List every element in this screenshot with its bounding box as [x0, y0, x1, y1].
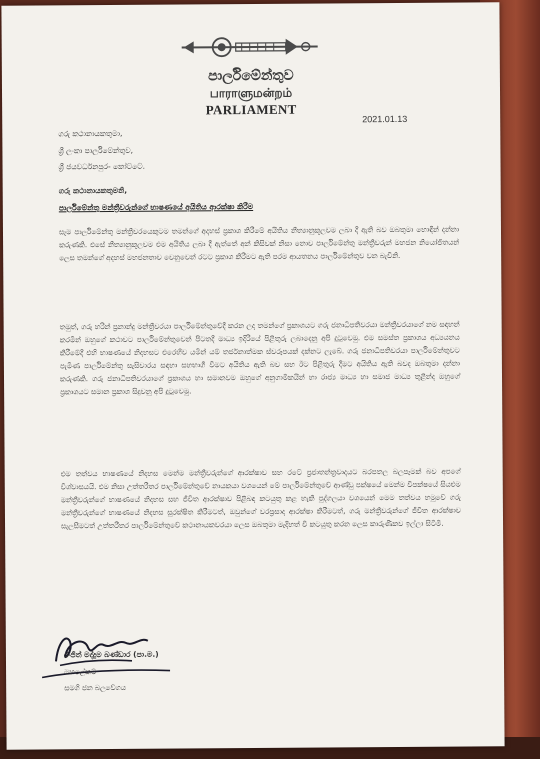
letterhead-title-sinhala: පාර්ලිමේන්තුව: [208, 67, 294, 85]
body-paragraph: එම තත්වය භාෂණයේ නිදහස මෙන්ම මන්ත්‍රීවරුන්ගේ ආරක්ෂාව සහ රටේ ප්‍රජාතන්ත්‍රවාදයට බරපතල බලපෑමක් බව අපගේ විශ්වාසයයි. එම නිසා උත්තරීතර පාර්ලිමේන්තුවේ නායකයා වශයෙන් මේ පාර්ලිමේන්තුවේ ආණ්ඩු පක්ෂයේ මෙන්ම විපක්ෂයේ සියළුම මන්ත්‍රීවරුන්ගේ භාෂණයේ නිදහස සහ ජීවිත ආරක්ෂාව පිළිබඳ කටයුතු කළ හැකි පුද්ගලයා වශයෙන් මෙම තත්වය හමුවේ ගරු මන්ත්‍රීවරුන්ගේ භාෂණයේ නිදහස සුරක්ෂිත කිරීමටත්, ඔවුන්ගේ වරප්‍රසාද ආරක්ෂා කිරීමටත්, ගරු මන්ත්‍රීවරුන්ගේ ජීවිත ආරක්ෂාව සැලසීමටත් උත්තරීතර පාර්ලිමේන්තුවේ කථානායකවරයා ලෙස ඔබතුමා මැදිහත් වී කටයුතු කරන ලෙස කාරුණිකව ඉල්ලා සිටිමි.: [60, 466, 461, 531]
signatory-party: සමගි ජන බලවේගය: [64, 682, 126, 693]
parliament-mace-emblem-icon: [180, 34, 320, 61]
addressee-line: ශ්‍රී ලංකා පාර්ලිමේන්තුව,: [58, 145, 134, 156]
letter-page: [1, 2, 504, 749]
letter-date: 2021.01.13: [362, 113, 408, 125]
addressee-line: ශ්‍රී ජයවර්ධනපුර- කෝට්ටේ.: [58, 161, 146, 172]
letterhead-title-tamil: பாராளுமன்றம்: [209, 85, 293, 101]
signatory-name: රංජිත් මද්දුම බණ්ඩාර (පා.ම.): [63, 649, 159, 660]
letterhead-title-english: PARLIAMENT: [205, 101, 297, 118]
addressee-line: ගරු කථානායකතුමා,: [58, 128, 123, 139]
body-paragraph: සෑම පාර්ලිමේන්තු මන්ත්‍රීවරයෙකුටම තමන්ගේ අදහස් ප්‍රකාශ කිරීමේ අයිතිය නීත්‍යානුකූලවම ලබා දී ඇති බව ඔබතුමා හොඳින් දන්නා කරුණකි. එසේ නීත්‍යානුකූලවම එම අයිතිය ලබා දී ඇත්තේ අන් කිසිවක් නිසා නොව පාර්ලිමේන්තු මන්ත්‍රීවරුන් මහජන නියෝජිතයන් ලෙස තමන්ගේ අදහස් මහජනතාව වෙනුවෙන් රටට ප්‍රකාශ කිරීමට ඇති පරම ආයතනය පාර්ලිමේන්තුව වන බැවිනි.: [58, 224, 460, 263]
salutation: ගරු කථානායකතුමනි,: [58, 185, 128, 196]
body-paragraph: තමුත්, ගරු හරින් ප්‍රනාන්දු මන්ත්‍රීවරයා පාර්ලිමේන්තුවේදී කරන ලද තමන්ගේ ප්‍රකාශයට ගරු ජනාධිපතිවරයා මන්ත්‍රීවරයාගේ නම සඳහන් කරමින් ඔහුගේ කථාවට පාර්ලිමේන්තුවෙන් පිටතදී මාධ්‍ය ඉදිරියේ පිළිතුරු ලබාදෙනු අපි දුටුවෙමු. එම සමස්ත ප්‍රකාශය අධ්‍යයනය කිරීමේදී එහි භාෂණයේ නිදහසට එරෙහිව යමින් යම් තර්ජනාත්මක ස්වරූපයක් දක්නට ලැබේ. ගරු ජනාධිපතිවරයා පාර්ලිමේන්තුවට පැමිණ පාර්ලිමේන්තු සැසිවාරය සඳහා සහභාගී වීමට අයිතිය ඇති බව සහ ඊට පිළිතුරු දීමට අයිතිය ඇති බවද ඔබතුමා දන්නා කරුණකි. ගරු ජනාධිපතිවරයාගේ ප්‍රකාශය හා සමානවම ඔහුගේ අනුගාමිකයින් හා රාජ්‍ය මාධ්‍ය හා සමාජ මාධ්‍ය තුළින්ද ඔහුගේ ප්‍රකාශයට සමාන ප්‍රකාශ සිදුවනු අපි දුටුවෙමු.: [59, 319, 461, 397]
letter-subject: පාර්ලිමේන්තු මන්ත්‍රීවරුන්ගේ භාෂණයේ අයිතිය ආරක්ෂා කිරීම: [58, 201, 254, 213]
signatory-title: මහලේකම්: [64, 667, 97, 677]
